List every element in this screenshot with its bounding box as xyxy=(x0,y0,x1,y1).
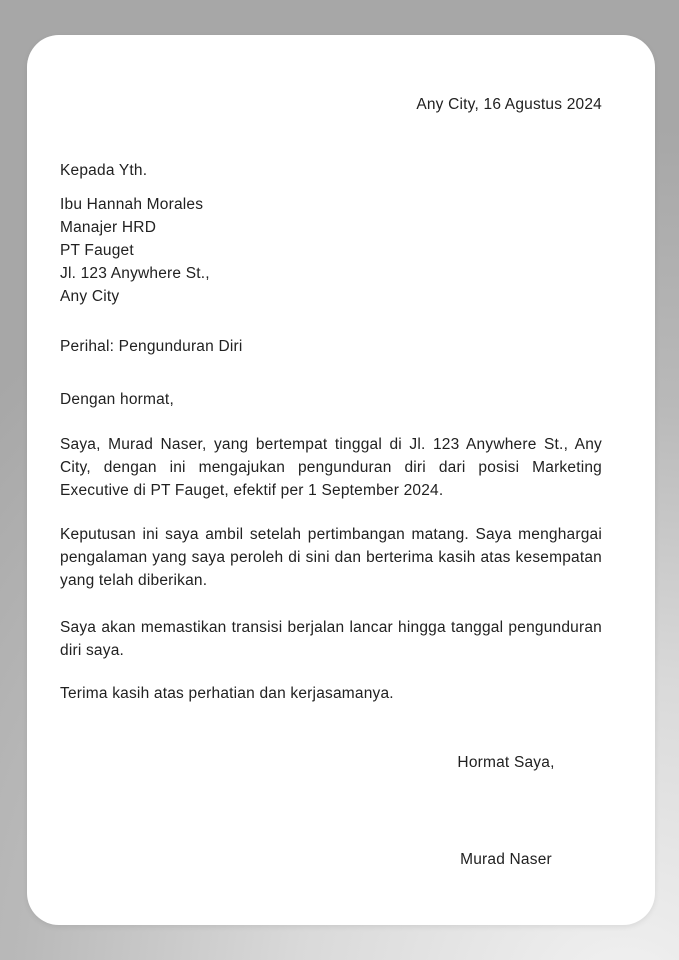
signature-space xyxy=(426,774,586,848)
letter-page xyxy=(27,35,655,925)
recipient-title: Manajer HRD xyxy=(60,219,157,236)
body-paragraph-1: Saya, Murad Naser, yang bertempat tinggal di Jl. 123 Anywhere St., Any City, dengan ini mengajukan pengunduran diri dari posisi Marketing Executive di PT Fauget, efektif per 1 September 2024. xyxy=(60,436,602,499)
signature-name: Murad Naser xyxy=(460,851,552,868)
greeting: Dengan hormat, xyxy=(60,391,174,408)
letter-date: Any City, 16 Agustus 2024 xyxy=(416,96,602,113)
closing-salutation: Hormat Saya, xyxy=(457,754,555,771)
recipient-street: Jl. 123 Anywhere St., xyxy=(60,265,210,282)
recipient-name: Ibu Hannah Morales xyxy=(60,196,204,213)
subject-line: Perihal: Pengunduran Diri xyxy=(60,338,243,355)
closing-thanks: Terima kasih atas perhatian dan kerjasamanya. xyxy=(60,685,394,702)
recipient-salutation: Kepada Yth. xyxy=(60,162,148,179)
recipient-city: Any City xyxy=(60,288,120,305)
body-paragraph-3: Saya akan memastikan transisi berjalan lancar hingga tanggal pengunduran diri saya. xyxy=(60,619,602,659)
recipient-address xyxy=(60,193,602,308)
signature-block xyxy=(426,751,586,871)
body-paragraph-2: Keputusan ini saya ambil setelah pertimbangan matang. Saya menghargai pengalaman yang saya peroleh di sini dan berterima kasih atas kesempatan yang telah diberikan. xyxy=(60,526,602,589)
recipient-company: PT Fauget xyxy=(60,242,134,259)
